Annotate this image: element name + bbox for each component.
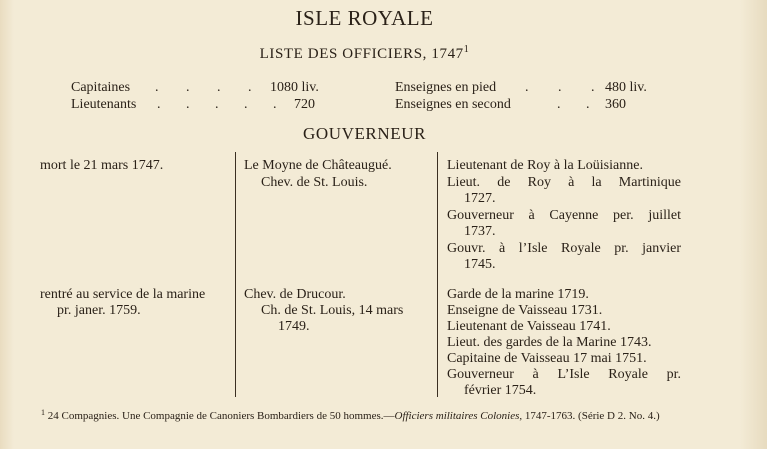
officer-distinction: Ch. de St. Louis, 14 mars (261, 303, 404, 318)
pay-dots: . . (557, 97, 590, 112)
section-heading: GOUVERNEUR (302, 124, 427, 143)
list-subtitle (0, 44, 729, 63)
career-entry: Enseigne de Vaisseau 1731. (447, 303, 603, 318)
career-entry-year: 1745. (464, 257, 496, 272)
officer-distinction: Chev. de St. Louis. (261, 175, 368, 190)
career-entry-year: 1727. (464, 191, 496, 206)
officer-name: Chev. de Drucour. (244, 287, 346, 302)
pay-rank-capitaines: Capitaines (71, 80, 131, 95)
pay-dots: . . . . . (157, 97, 277, 112)
career-entry: Garde de la marine 1719. (447, 287, 589, 302)
row-note: rentré au service de la marine (40, 287, 206, 302)
column-rule (235, 152, 236, 397)
career-entry: Capitaine de Vaisseau 17 mai 1751. (447, 351, 647, 366)
footnote-tail: 1747-1763. (Série D 2. No. 4.) (522, 410, 660, 422)
page-title: ISLE ROYALE (295, 6, 434, 30)
career-entry: Lieut. de Roy à la Martinique (447, 175, 681, 190)
career-entry: Gouverneur à L’Isle Royale pr. (447, 367, 681, 382)
career-entry-year: 1737. (464, 224, 496, 239)
row-note: mort le 21 mars 1747. (40, 158, 164, 173)
column-rule (437, 152, 438, 397)
career-entry: Gouverneur à Cayenne per. juillet (447, 208, 681, 223)
pay-amount-capitaines: 1080 liv. (270, 80, 319, 95)
pay-rank-lieutenants: Lieutenants (71, 97, 137, 112)
career-entry: Lieut. des gardes de la Marine 1743. (447, 335, 652, 350)
pay-rank-enseignes-pied: Enseignes en pied (395, 80, 497, 95)
footnote-number: 1 (41, 408, 45, 417)
career-entry: Lieutenant de Vaisseau 1741. (447, 319, 611, 334)
career-entry: Lieutenant de Roy à la Loüisianne. (447, 158, 643, 173)
career-entry: Gouvr. à l’Isle Royale pr. janvier (447, 241, 681, 256)
pay-amount-enseignes-second: 360 (605, 97, 626, 112)
footnote-text: 24 Compagnies. Une Compagnie de Canoniers Bombardiers de 50 hommes.— (47, 410, 395, 422)
pay-amount-enseignes-pied: 480 liv. (605, 80, 647, 95)
row-note: pr. janer. 1759. (57, 303, 141, 318)
pay-rank-enseignes-second: Enseignes en second (395, 97, 511, 112)
pay-amount-lieutenants: 720 (294, 97, 315, 112)
pay-dots: . . . (525, 80, 595, 95)
career-entry-year: février 1754. (464, 383, 537, 398)
footnote-marker: 1 (463, 44, 470, 55)
officer-distinction-year: 1749. (278, 319, 310, 334)
subtitle-text: LISTE DES OFFICIERS, 1747 (259, 46, 464, 62)
footnote-source: Officiers militaires Colonies, (394, 410, 523, 422)
footnote (41, 405, 691, 424)
officer-name: Le Moyne de Châteaugué. (244, 158, 392, 173)
pay-dots: . . . . (155, 80, 252, 95)
